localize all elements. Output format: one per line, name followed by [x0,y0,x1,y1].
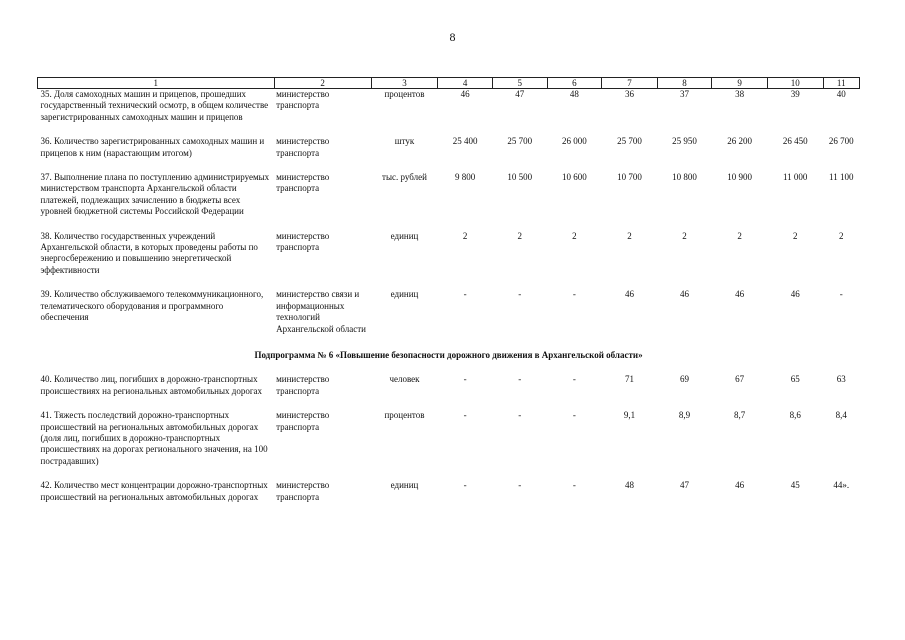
value-cell: 25 950 [672,136,697,147]
responsible-body: министерство транспорта [276,230,330,253]
header-cell: 8 [657,78,712,89]
indicator-name: 42. Количество мест концентрации дорожно-транспортных происшествий на региональных автомобильных дорогах [40,480,268,502]
value-cell: - [572,374,576,385]
value-cell: процентов [384,410,425,421]
value-cell: 46 [735,480,745,491]
value-cell: - [572,410,576,421]
value-cell: 44». [833,480,850,491]
value-cell: 48 [624,480,634,491]
value-cell: 8,6 [789,410,801,421]
table-row [38,136,860,172]
value-cell: единиц [390,289,419,300]
value-cell: 46 [680,289,690,300]
responsible-body: министерство транспорта [276,480,330,502]
subprogram-title: Подпрограмма № 6 «Повышение безопасности дорожного движения в Архангельской области» [254,349,643,360]
subprogram-row [38,348,860,374]
value-cell: 9,1 [623,410,636,421]
value-cell: 8,9 [678,410,691,421]
value-cell: 63 [836,374,846,385]
table-row [38,172,860,231]
value-cell: 2 [462,230,468,241]
indicators-table [37,77,860,516]
header-cell: 4 [438,78,493,89]
responsible-body: министерство транспорта [276,172,330,194]
value-cell: 36 [624,89,634,99]
value-cell: тыс. рублей [382,172,427,183]
value-cell: 46 [790,289,800,300]
table-row [38,289,860,348]
value-cell: 2 [839,230,844,241]
indicator-name: 35. Доля самоходных машин и прицепов, прошедших государственный технический осмотр, в общем количестве зарегистрированных самоходных машин и прицепов [40,89,269,122]
value-cell: 2 [792,230,798,241]
header-cell: 1 [38,78,275,89]
value-cell: - [463,410,467,421]
value-cell: 38 [735,89,745,99]
value-cell: 46 [624,289,634,300]
value-cell: процентов [384,89,425,99]
value-cell: - [572,480,576,491]
value-cell: - [572,289,576,300]
value-cell: 2 [682,230,687,241]
table-row [38,410,860,480]
responsible-body: министерство транспорта [276,374,330,396]
responsible-body: министерство связи и информационных технологий Архангельской области [276,289,366,334]
header-cell: 6 [547,78,602,89]
value-cell: 10 700 [617,172,642,183]
value-cell: человек [389,374,420,385]
header-cell: 10 [767,78,823,89]
value-cell: 2 [627,230,632,241]
value-cell: 40 [836,89,846,99]
value-cell: - [518,374,522,385]
value-cell: 71 [624,374,634,385]
value-cell: 8,4 [835,410,847,421]
header-row [38,78,860,89]
value-cell: - [518,480,522,491]
indicator-name: 37. Выполнение плана по поступлению администрируемых министерством транспорта Архангельской области платежей, подлежащих зачислению в бюджеты всех уровней бюджетной системы Российской Федерации [40,172,270,217]
value-cell: 67 [735,374,745,385]
value-cell: 10 800 [672,172,697,183]
value-cell: 11 000 [783,172,808,183]
value-cell: 65 [790,374,800,385]
indicator-name: 38. Количество государственных учреждений Архангельской области, в которых проведены работы по энергосбережению и повышению энергетической эффективности [40,230,258,275]
value-cell: 48 [569,89,579,99]
value-cell: штук [394,136,415,147]
value-cell: единиц [390,230,419,241]
header-cell: 2 [274,78,371,89]
value-cell: 10 600 [561,172,587,183]
value-cell: 2 [737,230,742,241]
table-body [38,78,860,516]
value-cell: 25 700 [507,136,533,147]
value-cell: - [463,480,467,491]
page-number: 8 [449,30,456,44]
value-cell: 25 400 [452,136,478,147]
value-cell: - [518,410,522,421]
indicator-name: 39. Количество обслуживаемого телекоммуникационного, телематического оборудования и программного обеспечения [40,289,264,323]
value-cell: 8,7 [734,410,746,421]
indicator-name: 40. Количество лиц, погибших в дорожно-транспортных происшествиях на региональных автомобильных дорогах [40,374,263,396]
table-row [38,480,860,516]
value-cell: 10 900 [727,172,752,183]
value-cell: 26 200 [727,136,752,147]
value-cell: - [463,289,467,300]
value-cell: 25 700 [617,136,642,147]
value-cell: - [463,374,467,385]
value-cell: 9 800 [455,172,476,183]
value-cell: 37 [680,89,690,99]
header-cell: 5 [492,78,547,89]
responsible-body: министерство транспорта [276,410,330,432]
value-cell: - [839,289,843,300]
value-cell: 46 [460,89,470,99]
value-cell: 47 [680,480,690,491]
indicator-name: 36. Количество зарегистрированных самоходных машин и прицепов к ним (нарастающим итогом) [40,136,265,158]
value-cell: единиц [390,480,419,491]
value-cell: 26 700 [828,136,854,147]
value-cell: 2 [572,230,577,241]
header-cell: 9 [712,78,768,89]
value-cell: 47 [515,89,525,99]
responsible-body: министерство транспорта [276,136,330,158]
indicator-name: 41. Тяжесть последствий дорожно-транспортных происшествий на региональных автомобильных дорогах (доля лиц, погибших в дорожно-транспортных происшествиях на дорогах регионального значения, на 100 пострадавших) [40,410,268,466]
value-cell: 46 [735,289,745,300]
value-cell: - [518,289,522,300]
value-cell: 26 450 [782,136,808,147]
table-row [38,89,860,137]
value-cell: 39 [790,89,800,99]
header-cell: 7 [602,78,658,89]
header-cell: 3 [371,78,438,89]
table-row [38,231,860,290]
value-cell: 45 [790,480,800,491]
value-cell: 2 [517,230,522,241]
table-row [38,374,860,410]
header-cell: 11 [823,78,859,89]
responsible-body: министерство транспорта [276,89,330,111]
value-cell: 26 000 [561,136,587,147]
value-cell: 11 100 [829,172,854,183]
value-cell: 10 500 [507,172,533,183]
value-cell: 69 [680,374,690,385]
